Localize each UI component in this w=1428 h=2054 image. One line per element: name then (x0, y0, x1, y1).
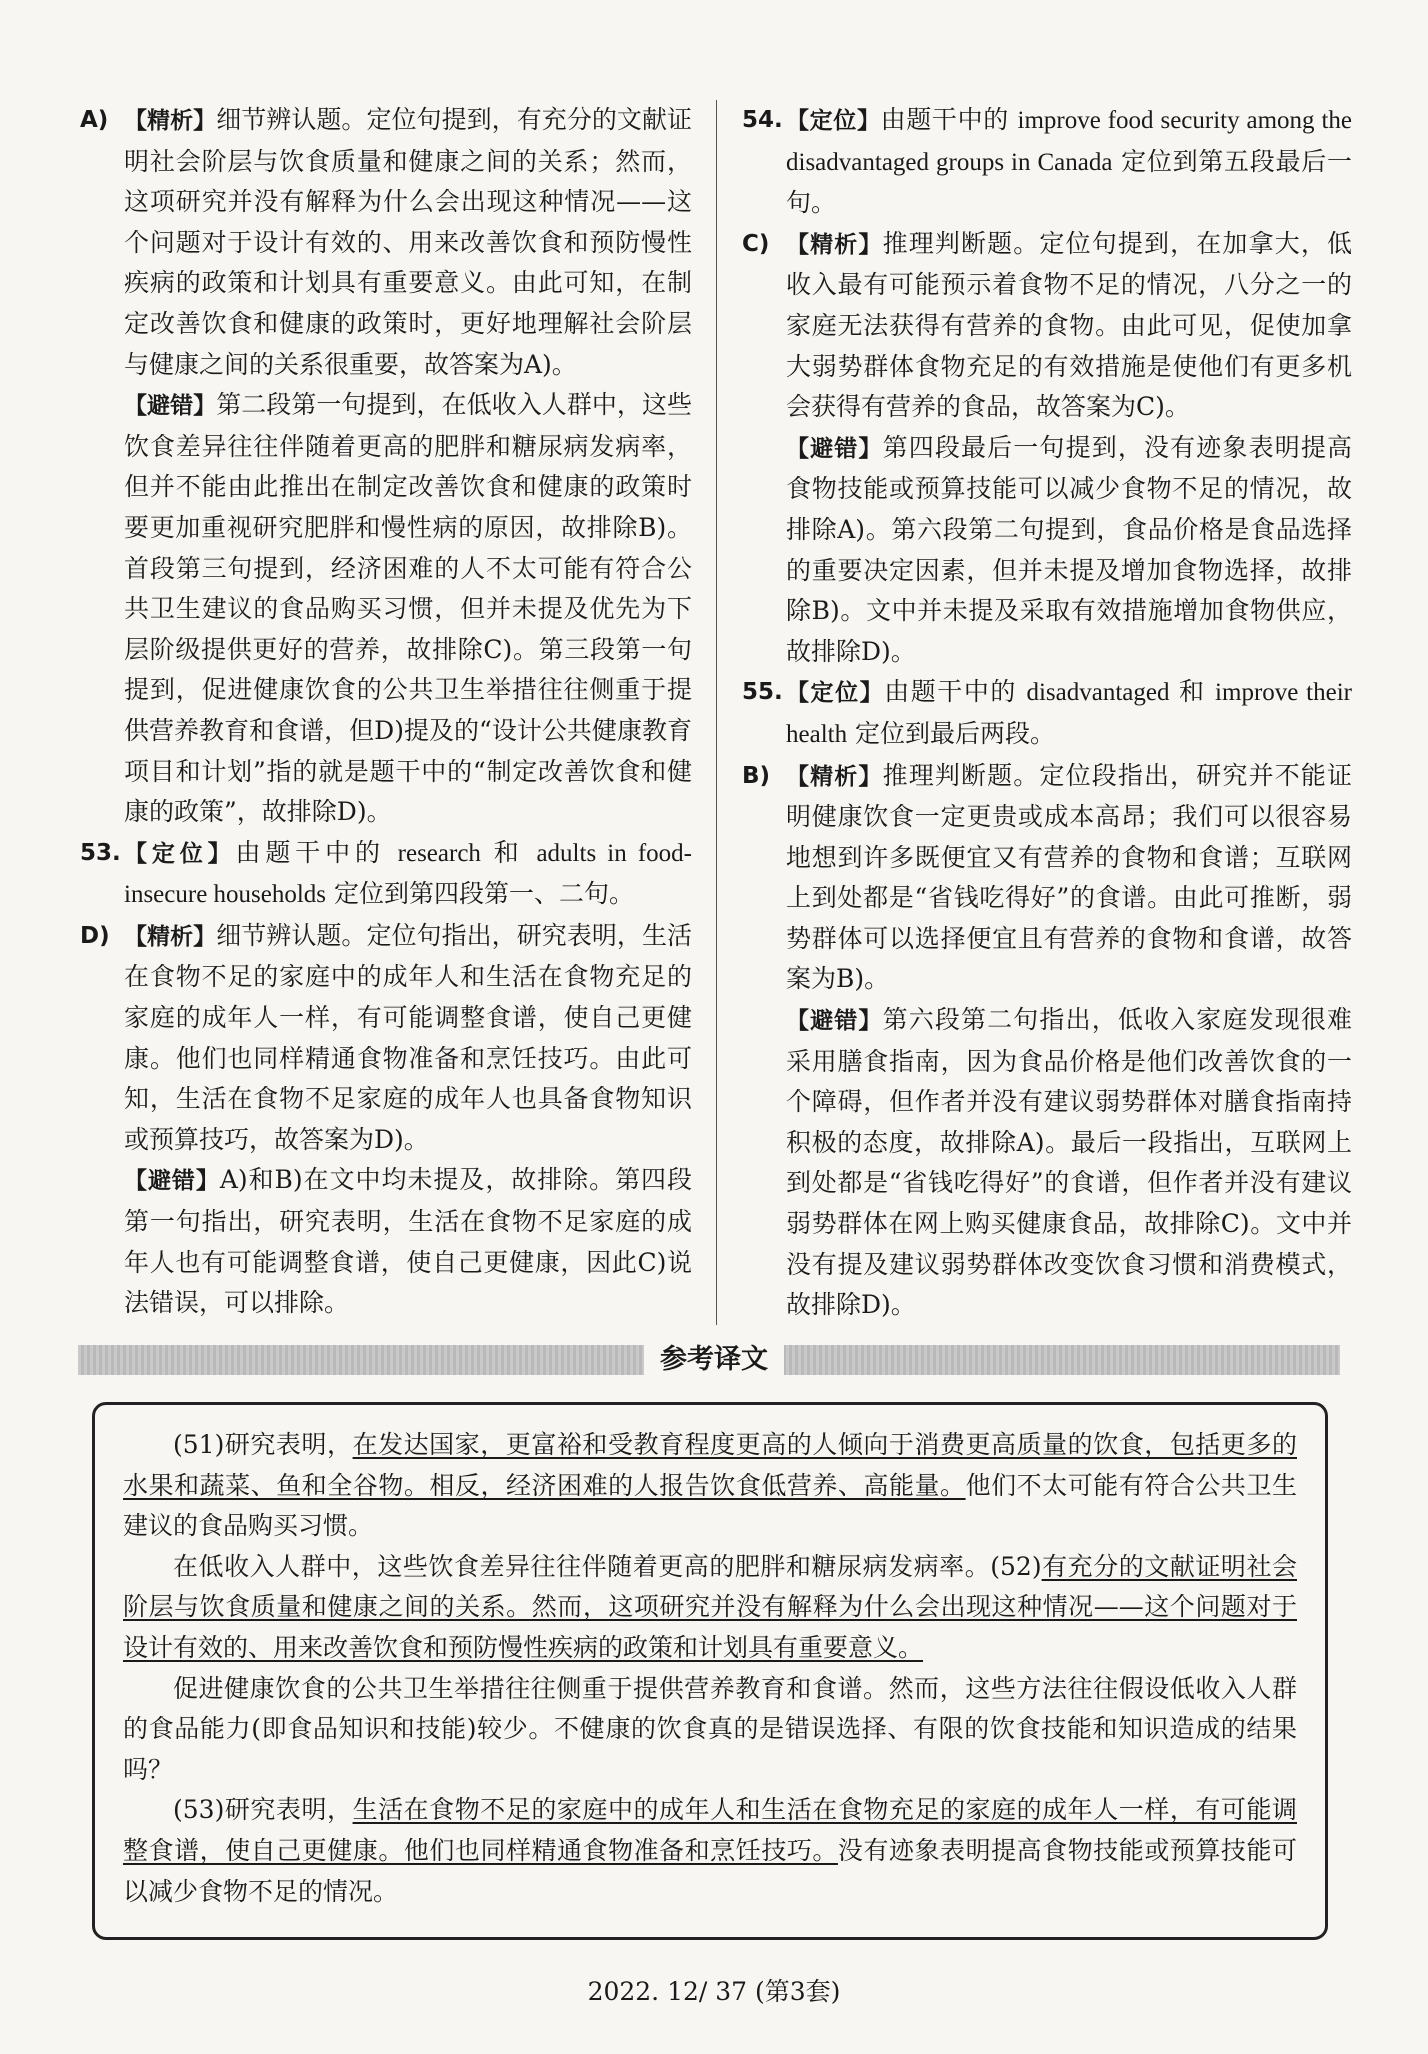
analysis-54-correct (742, 224, 1352, 428)
analysis-text: 推理判断题。定位段指出，研究并不能证明健康饮食一定更贵或成本高昂；我们可以很容易地想到许多既便宜又有营养的食物和食谱；互联网上到处都是“省钱吃得好”的食谱。由此可推断，弱势群体可以选择便宜且有营养的食物和食谱，故答案为B)。 (786, 760, 1352, 994)
avoid-error-text: 第四段最后一句提到，没有迹象表明提高食物技能或预算技能可以减少食物不足的情况，故排除A)。第六段第二句提到，食品价格是食品选择的重要决定因素，但并未提及增加食物选择，故排除B)。文中并未提及采取有效措施增加食物供应，故排除D)。 (786, 432, 1352, 666)
section-title: 参考译文 (644, 1340, 784, 1380)
underlined-text: 生活在食物不足的家庭中的成年人和生活在食物充足的家庭的成年人一样，有可能调整食谱，使自己更健康。他们也同样精通食物准备和烹饪技巧。 (123, 1795, 1297, 1865)
page-footer: 2022. 12/ 37 (第3套) (587, 1977, 841, 2006)
underlined-text: 有充分的文献证明社会阶层与饮食质量和健康之间的关系。然而，这项研究并没有解释为什么会出现这种情况——这个问题对于设计有效的、用来改善饮食和预防慢性疾病的政策和计划具有重要意义。 (123, 1551, 1297, 1662)
avoid-error-54 (742, 428, 1352, 673)
avoid-error-text: 第六段第二句指出，低收入家庭发现很难采用膳食指南，因为食品价格是他们改善饮食的一个障碍，但作者并没有建议弱势群体对膳食指南持积极的态度，故排除A)。最后一段指出，互联网上到处都是“省钱吃得好”的食谱，但作者并没有建议弱势群体在网上购买健康食品，故排除C)。文中并没有提及建议弱势群体改变饮食习惯和消费模式，故排除D)。 (786, 1005, 1352, 1320)
avoid-error-text: 第二段第一句提到，在低收入人群中，这些饮食差异往往伴随着更高的肥胖和糖尿病发病率，但并不能由此推出在制定改善饮食和健康的政策时要更加重视研究肥胖和慢性病的原因，故排除B)。首段第三句提到，经济困难的人不太可能有符合公共卫生建议的食品购买习惯，但并未提及优先为下层阶级提供更好的营养，故排除C)。第三段第一句提到，促进健康饮食的公共卫生举措往往侧重于提供营养教育和食谱，但D)提及的“设计公共健康教育项目和计划”指的就是题干中的“制定改善饮食和健康的政策”，故排除D)。 (124, 390, 692, 827)
avoid-error-52 (80, 385, 692, 833)
left-column (80, 100, 692, 1324)
translation-text: 他们不太可能有符合公共卫生建议的食品购买习惯。 (123, 1470, 1297, 1541)
locate-text: 由题干中的 (235, 837, 385, 867)
locate-tag: 【定位】 (124, 840, 236, 867)
analysis-text: 推理判断题。定位句提到，在加拿大，低收入最有可能预示着食物不足的情况，八分之一的家庭无法获得有营养的食物。由此可见，促使加拿大弱势群体食物充足的有效措施是使他们有更多机会获得有营养的食品，故答案为C)。 (786, 228, 1352, 422)
avoid-error-53 (80, 1160, 692, 1323)
locate-text: 和 (493, 837, 524, 867)
question-number: 53. (80, 839, 121, 866)
locate-55 (742, 672, 1352, 755)
locate-text: 由题干中的 (884, 677, 1017, 707)
underlined-text: 在发达国家，更富裕和受教育程度更高的人倾向于消费更高质量的饮食，包括更多的水果和蔬菜、鱼和全谷物。相反，经济困难的人报告饮食低营养、高能量。 (123, 1430, 1297, 1500)
locate-text: 由题干中的 (880, 105, 1009, 134)
locate-53 (80, 833, 692, 916)
translation-text: (53)研究表明， (173, 1795, 353, 1825)
locate-text: 和 (1178, 677, 1206, 707)
analysis-52-correct (80, 100, 692, 385)
answer-marker: D) (80, 922, 110, 949)
analysis-53-correct (80, 916, 692, 1161)
translation-box (92, 1402, 1328, 1940)
locate-text: 定位到第四段第一、二句。 (334, 879, 635, 909)
analysis-tag: 【精析】 (786, 763, 883, 790)
answer-marker: A) (80, 107, 109, 133)
english-keyword: improve food security among the disadvantaged groups in Canada (786, 107, 1352, 176)
locate-54 (742, 100, 1352, 224)
column-divider (716, 100, 717, 1325)
question-number: 54. (742, 107, 783, 133)
translation-paragraph (123, 1547, 1297, 1669)
translation-text: 没有迹象表明提高食物技能或预算技能可以减少食物不足的情况。 (123, 1835, 1297, 1906)
analysis-tag: 【精析】 (786, 231, 883, 258)
avoid-error-text: A)和B)在文中均未提及，故排除。第四段第一句指出，研究表明，生活在食物不足家庭的成年人也有可能调整食谱，使自己更健康，因此C)说法错误，可以排除。 (124, 1165, 693, 1318)
translation-paragraph: 促进健康饮食的公共卫生举措往往侧重于提供营养教育和食谱。然而，这些方法往往假设低收入人群的食品能力(即食品知识和技能)较少。不健康的饮食真的是错误选择、有限的饮食技能和知识造成的结果吗？ (123, 1673, 1297, 1784)
avoid-error-55 (742, 1000, 1352, 1326)
answer-marker: B) (742, 762, 771, 789)
english-keyword: improve their health (786, 679, 1352, 748)
avoid-error-tag: 【避错】 (124, 393, 217, 420)
locate-tag: 【定位】 (786, 680, 885, 707)
avoid-error-tag: 【避错】 (124, 1168, 220, 1195)
analysis-text: 细节辨认题。定位句提到，有充分的文献证明社会阶层与饮食质量和健康之间的关系；然而，这项研究并没有解释为什么会出现这种情况——这个问题对于设计有效的、用来改善饮食和预防慢性疾病的政策和计划具有重要意义。由此可知，在制定改善饮食和健康的政策时，更好地理解社会阶层与健康之间的关系很重要，故答案为A)。 (124, 105, 692, 379)
analysis-tag: 【精析】 (124, 108, 217, 134)
right-column (742, 100, 1352, 1326)
translation-paragraph (123, 1425, 1297, 1547)
locate-tag: 【定位】 (786, 108, 881, 134)
translation-text: (51)研究表明， (173, 1430, 353, 1459)
analysis-tag: 【精析】 (124, 923, 217, 950)
locate-text: 定位到第五段最后一句。 (786, 146, 1352, 218)
answer-marker: C) (742, 230, 770, 257)
english-keyword: disadvantaged (1026, 679, 1170, 707)
avoid-error-tag: 【避错】 (786, 1008, 883, 1035)
locate-text: 定位到最后两段。 (855, 718, 1056, 748)
translation-text: 在低收入人群中，这些饮食差异往往伴随着更高的肥胖和糖尿病发病率。(52) (173, 1551, 1042, 1581)
english-keyword: adults in food-insecure households (124, 839, 693, 909)
analysis-text: 细节辨认题。定位句指出，研究表明，生活在食物不足的家庭中的成年人和生活在食物充足的家庭的成年人一样，有可能调整食谱，使自己更健康。他们也同样精通食物准备和烹饪技巧。由此可知，生活在食物不足家庭的成年人也具备食物知识或预算技巧，故答案为D)。 (124, 920, 692, 1154)
avoid-error-tag: 【避错】 (786, 435, 883, 462)
question-number: 55. (742, 679, 783, 706)
translation-paragraph (123, 1790, 1297, 1912)
analysis-55-correct (742, 756, 1352, 1001)
english-keyword: research (397, 839, 481, 867)
